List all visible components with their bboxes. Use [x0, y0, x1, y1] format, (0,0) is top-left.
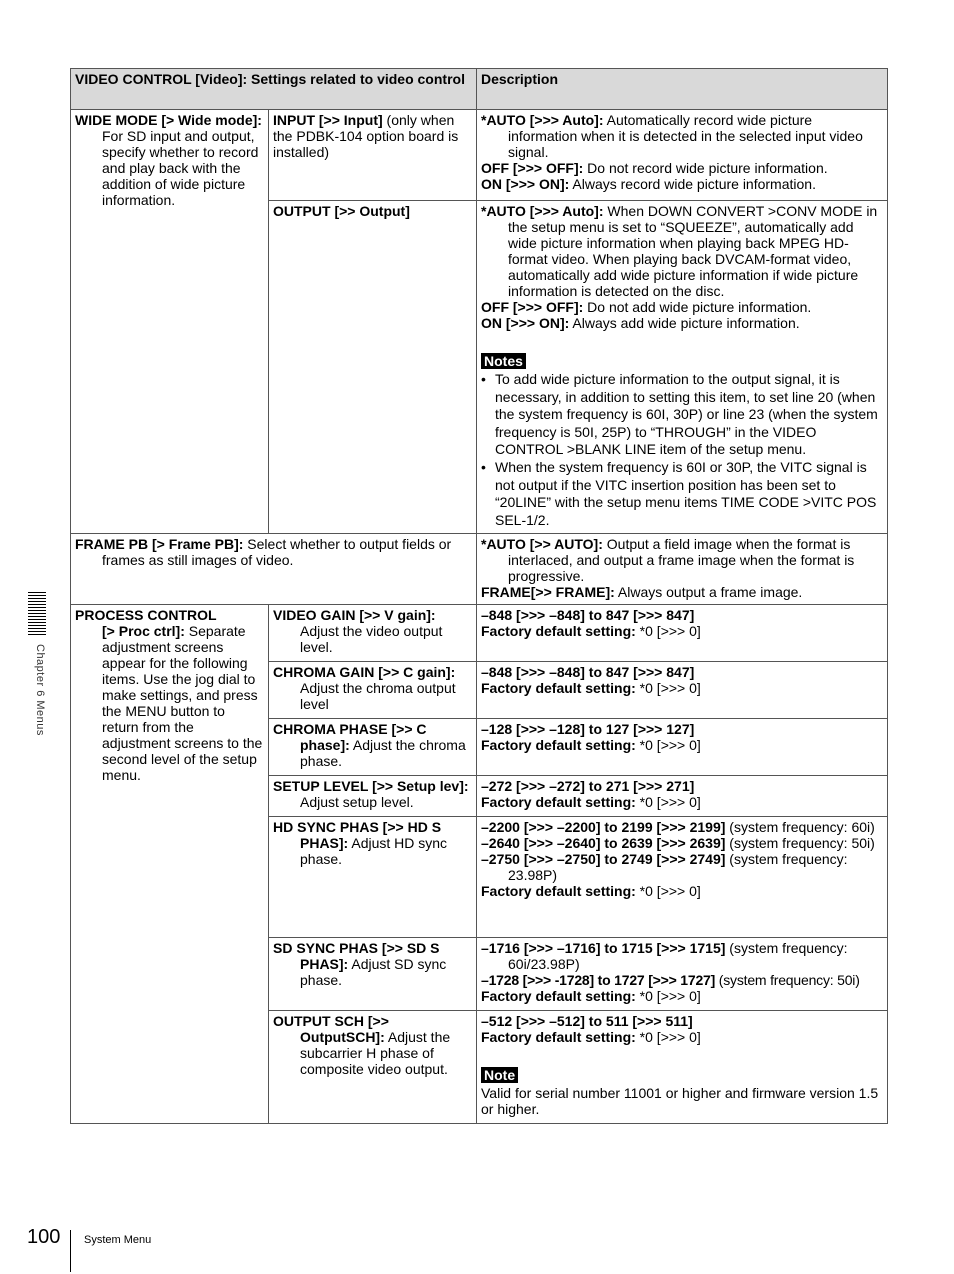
- output-sch-name: OUTPUT SCH [>> OutputSCH]:: [273, 1013, 389, 1045]
- output-sch-range: –512 [>>> –512] to 511 [>>> 511]: [481, 1013, 693, 1029]
- input-on-desc: Always record wide picture information.: [569, 176, 816, 192]
- factory-label: Factory default setting:: [481, 794, 636, 810]
- frame-pb-cell: [71, 534, 477, 605]
- notes-list: [481, 371, 883, 529]
- sd-sync-note-50i: (system frequency: 50i): [715, 972, 860, 988]
- chapter-tab-bars: [28, 592, 46, 636]
- input-auto-name: *AUTO [>>> Auto]:: [481, 112, 604, 128]
- output-off-desc: Do not add wide picture information.: [583, 299, 812, 315]
- sd-sync-name: SD SYNC PHAS [>> SD S PHAS]:: [273, 940, 440, 972]
- footer-section: System Menu: [84, 1234, 152, 1246]
- output-sch-desc-cell: [477, 1011, 888, 1124]
- table-header-row: [71, 69, 888, 110]
- frame-pb-name: FRAME PB [> Frame PB]:: [75, 536, 244, 552]
- sd-sync-range-50i: –1728 [>>> -1728] to 1727 [>>> 1727]: [481, 972, 716, 988]
- frame-auto-name: *AUTO [>> AUTO]:: [481, 536, 603, 552]
- frame-frame-name: FRAME[>> FRAME]:: [481, 584, 615, 600]
- list-item: • When the system frequency is 60I or 30P, the VITC signal is not output if the VITC insertion position has been set to “20LINE” with the setup menu items TIME CODE >VITC POS SEL-1/2.: [481, 459, 883, 529]
- factory-label: Factory default setting:: [481, 988, 636, 1004]
- chroma-gain-range: –848 [>>> –848] to 847 [>>> 847]: [481, 664, 695, 680]
- wide-mode-cell: [71, 110, 269, 534]
- factory-value: *0 [>>> 0]: [635, 623, 701, 639]
- wide-input-desc-cell: [477, 110, 888, 201]
- video-gain-range: –848 [>>> –848] to 847 [>>> 847]: [481, 607, 695, 623]
- sd-sync-note-60i: (system frequency: 60i/23.98P): [508, 940, 848, 972]
- wide-input-name: INPUT [>> Input]: [273, 112, 383, 128]
- wide-mode-name: WIDE MODE [> Wide mode]:: [75, 112, 262, 128]
- chroma-phase-desc-cell: [477, 719, 888, 776]
- hd-sync-desc-cell: [477, 817, 888, 938]
- chroma-gain-cell: [269, 662, 477, 719]
- setup-level-name: SETUP LEVEL [>> Setup lev]:: [273, 778, 469, 794]
- chroma-phase-cell: [269, 719, 477, 776]
- process-control-cell: [71, 605, 269, 1124]
- factory-value: *0 [>>> 0]: [635, 680, 701, 696]
- table-row: [71, 605, 888, 662]
- setup-level-desc-cell: [477, 776, 888, 817]
- output-sch-cell: [269, 1011, 477, 1124]
- factory-label: Factory default setting:: [481, 680, 636, 696]
- chroma-phase-name: CHROMA PHASE [>> C phase]:: [273, 721, 427, 753]
- hd-sync-name: HD SYNC PHAS [>> HD S PHAS]:: [273, 819, 442, 851]
- notes-label: Notes: [481, 353, 526, 369]
- header-description: Description: [477, 69, 888, 110]
- output-sch-note: Valid for serial number 11001 or higher and firmware version 1.5 or higher.: [481, 1085, 879, 1117]
- factory-label: Factory default setting:: [481, 883, 636, 899]
- setup-level-desc: Adjust setup level.: [300, 794, 414, 810]
- input-on-name: ON [>>> ON]:: [481, 176, 570, 192]
- setup-level-range: –272 [>>> –272] to 271 [>>> 271]: [481, 778, 695, 794]
- sd-sync-desc: Adjust SD sync phase.: [300, 956, 447, 988]
- hd-sync-range-50i: –2640 [>>> –2640] to 2639 [>>> 2639]: [481, 835, 726, 851]
- sd-sync-range-60i: –1716 [>>> –1716] to 1715 [>>> 1715]: [481, 940, 726, 956]
- video-gain-cell: [269, 605, 477, 662]
- output-on-desc: Always add wide picture information.: [569, 315, 800, 331]
- table-row: [71, 534, 888, 605]
- hd-sync-note-60i: (system frequency: 60i): [725, 819, 875, 835]
- header-settings: VIDEO CONTROL [Video]: Settings related to video control: [71, 69, 477, 110]
- input-auto-desc: Automatically record wide picture information when it is detected in the selected input video signal.: [508, 112, 863, 160]
- frame-frame-desc: Always output a frame image.: [614, 584, 803, 600]
- frame-pb-desc: Select whether to output fields or frames as still images of video.: [102, 536, 452, 568]
- sd-sync-cell: [269, 938, 477, 1011]
- process-control-desc: Separate adjustment screens appear for the following items. Use the jog dial to make settings, and press the MENU button to return from the adjustment screens to the second level of the setup menu.: [102, 623, 263, 783]
- wide-input-cell: [269, 110, 477, 201]
- hd-sync-range-60i: –2200 [>>> –2200] to 2199 [>>> 2199]: [481, 819, 726, 835]
- input-off-name: OFF [>>> OFF]:: [481, 160, 584, 176]
- process-control-name: PROCESS CONTROL: [75, 607, 217, 623]
- chroma-gain-desc: Adjust the chroma output level: [300, 680, 456, 712]
- note-label: Note: [481, 1067, 518, 1083]
- factory-value: *0 [>>> 0]: [635, 883, 701, 899]
- hd-sync-desc: Adjust HD sync phase.: [300, 835, 448, 867]
- wide-mode-desc: For SD input and output, specify whether to record and play back with the addition of wide picture information.: [102, 128, 259, 208]
- footer-divider: [70, 1230, 71, 1272]
- hd-sync-note-50i: (system frequency: 50i): [725, 835, 875, 851]
- factory-value: *0 [>>> 0]: [635, 1029, 701, 1045]
- video-gain-desc: Adjust the video output level.: [300, 623, 443, 655]
- hd-sync-range-2398p: –2750 [>>> –2750] to 2749 [>>> 2749]: [481, 851, 726, 867]
- factory-value: *0 [>>> 0]: [635, 737, 701, 753]
- list-item: • To add wide picture information to the output signal, it is necessary, in addition to setting this item, to set line 20 (when the system frequency is 60I, 30P) or line 23 (when the system frequency is 50I, 25P) to “THROUGH” in the VIDEO CONTROL >BLANK LINE item of the setup menu.: [481, 371, 883, 459]
- output-on-name: ON [>>> ON]:: [481, 315, 570, 331]
- wide-output-name: OUTPUT [>> Output]: [273, 203, 410, 219]
- hd-sync-note-2398p: (system frequency: 23.98P): [508, 851, 848, 883]
- output-off-name: OFF [>>> OFF]:: [481, 299, 584, 315]
- chapter-side-label: Chapter 6 Menus: [34, 644, 46, 736]
- frame-pb-desc-cell: [477, 534, 888, 605]
- setup-level-cell: [269, 776, 477, 817]
- chroma-phase-range: –128 [>>> –128] to 127 [>>> 127]: [481, 721, 695, 737]
- video-gain-desc-cell: [477, 605, 888, 662]
- output-sch-desc: Adjust the subcarrier H phase of composite video output.: [300, 1029, 451, 1077]
- wide-output-cell: [269, 201, 477, 534]
- process-control-name2: [> Proc ctrl]:: [102, 623, 185, 639]
- video-gain-name: VIDEO GAIN [>> V gain]:: [273, 607, 436, 623]
- factory-value: *0 [>>> 0]: [635, 988, 701, 1004]
- chroma-gain-desc-cell: [477, 662, 888, 719]
- factory-value: *0 [>>> 0]: [635, 794, 701, 810]
- factory-label: Factory default setting:: [481, 623, 636, 639]
- factory-label: Factory default setting:: [481, 1029, 636, 1045]
- sd-sync-desc-cell: [477, 938, 888, 1011]
- table-row: [71, 110, 888, 201]
- chroma-gain-name: CHROMA GAIN [>> C gain]:: [273, 664, 456, 680]
- factory-label: Factory default setting:: [481, 737, 636, 753]
- output-auto-name: *AUTO [>>> Auto]:: [481, 203, 604, 219]
- page-number: 100: [27, 1226, 61, 1248]
- wide-output-desc-cell: [477, 201, 888, 534]
- output-auto-desc: When DOWN CONVERT >CONV MODE in the setup menu is set to “SQUEEZE”, automatically add wide picture information when playing back MPEG HD-format video. When playing back DVCAM-format video, automatically add wide picture information if wide picture information is detected on the disc.: [508, 203, 878, 299]
- frame-auto-desc: Output a field image when the format is interlaced, and output a frame image when the format is progressive.: [508, 536, 855, 584]
- input-off-desc: Do not record wide picture information.: [583, 160, 828, 176]
- settings-table: [70, 68, 888, 1124]
- hd-sync-cell: [269, 817, 477, 938]
- chroma-phase-desc: Adjust the chroma phase.: [300, 737, 466, 769]
- wide-input-desc: (only when the PDBK-104 option board is installed): [273, 112, 459, 160]
